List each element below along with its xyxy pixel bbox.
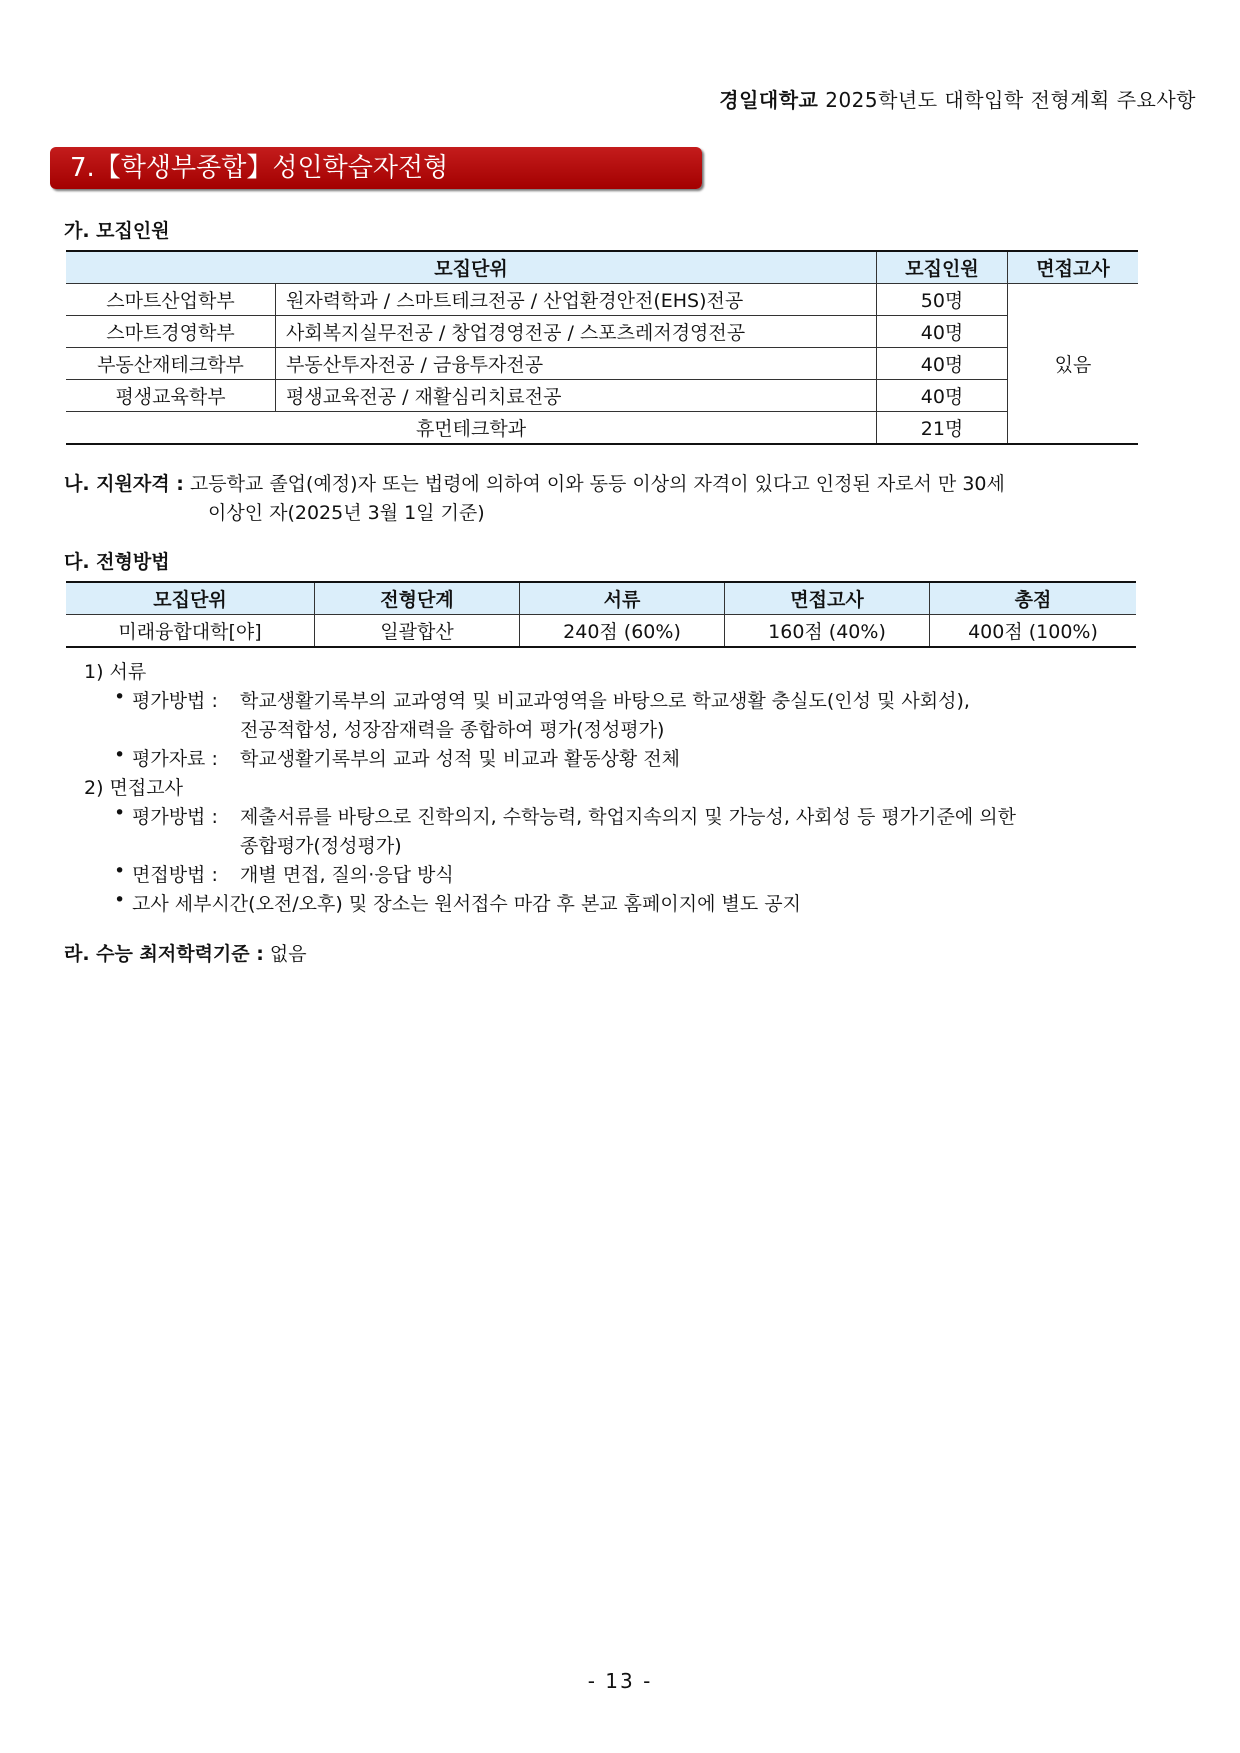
- minimum-standard: [64, 940, 307, 969]
- list-item: 1) 서류: [84, 661, 147, 683]
- bullet-icon: •: [114, 744, 126, 766]
- stage-cell: 일괄합산: [315, 615, 520, 648]
- qualification-text-2: 이상인 자(2025년 3월 1일 기준): [208, 502, 485, 524]
- list-item-label: 면접방법 :: [132, 864, 218, 886]
- list-item: 2) 면접고사: [84, 777, 183, 799]
- minimum-standard-value: 없음: [269, 943, 307, 965]
- section-banner: 7.【학생부종합】성인학습자전형: [50, 147, 702, 189]
- col-header-unit: 모집단위: [66, 582, 315, 615]
- table-row: [66, 284, 1138, 316]
- list-item: 학교생활기록부의 교과 성적 및 비교과 활동상황 전체: [240, 748, 681, 770]
- col-header-total: 총점: [930, 582, 1137, 615]
- unit-cell: 미래융합대학[야]: [66, 615, 315, 648]
- dept-cell: 부동산재테크학부: [66, 348, 276, 380]
- minimum-standard-label: 라. 수능 최저학력기준 :: [64, 943, 264, 965]
- bullet-icon: •: [114, 686, 126, 708]
- list-item: 고사 세부시간(오전/오후) 및 장소는 원서접수 마감 후 본교 홈페이지에 별도 공지: [132, 893, 801, 915]
- dept-cell: 스마트산업학부: [66, 284, 276, 316]
- majors-cell: 부동산투자전공 / 금융투자전공: [276, 348, 877, 380]
- total-cell: 400점 (100%): [930, 615, 1137, 648]
- count-cell: 40명: [877, 316, 1008, 348]
- count-cell: 50명: [877, 284, 1008, 316]
- dept-cell: 평생교육학부: [66, 380, 276, 412]
- qualification-label: 나. 지원자격 :: [64, 473, 184, 495]
- list-item: 개별 면접, 질의·응답 방식: [240, 864, 454, 886]
- col-header-unit: 모집단위: [66, 251, 877, 284]
- bullet-icon: •: [114, 860, 126, 882]
- col-header-stage: 전형단계: [315, 582, 520, 615]
- interview-cell: 160점 (40%): [725, 615, 930, 648]
- list-item-label: 평가방법 :: [132, 690, 218, 712]
- list-item: 학교생활기록부의 교과영역 및 비교과영역을 바탕으로 학교생활 충실도(인성 및 사회성),: [240, 690, 970, 712]
- recruitment-table: [66, 250, 1138, 445]
- page-number: - 13 -: [587, 1669, 653, 1693]
- header-university: 경일대학교: [719, 88, 819, 112]
- selection-method-table: [66, 581, 1136, 648]
- table-row: [66, 615, 1136, 648]
- majors-cell: 원자력학과 / 스마트테크전공 / 산업환경안전(EHS)전공: [276, 284, 877, 316]
- interview-cell: 있음: [1008, 284, 1139, 445]
- dept-cell: 스마트경영학부: [66, 316, 276, 348]
- bullet-icon: •: [114, 889, 126, 911]
- majors-cell: 평생교육전공 / 재활심리치료전공: [276, 380, 877, 412]
- list-item: 제출서류를 바탕으로 진학의지, 수학능력, 학업지속의지 및 가능성, 사회성 등 평가기준에 의한: [240, 806, 1016, 828]
- table-row: [66, 316, 1138, 348]
- dept-cell: 휴먼테크학과: [66, 412, 877, 445]
- col-header-interview: 면접고사: [1008, 251, 1139, 284]
- bullet-icon: •: [114, 802, 126, 824]
- documents-cell: 240점 (60%): [520, 615, 725, 648]
- count-cell: 40명: [877, 380, 1008, 412]
- qualification-text: 고등학교 졸업(예정)자 또는 법령에 의하여 이와 동등 이상의 자격이 있다고 인정된 자로서 만 30세: [189, 473, 1005, 495]
- list-item-label: 평가방법 :: [132, 806, 218, 828]
- majors-cell: 사회복지실무전공 / 창업경영전공 / 스포츠레저경영전공: [276, 316, 877, 348]
- table-row: [66, 412, 1138, 445]
- list-item-label: 평가자료 :: [132, 748, 218, 770]
- col-header-interview: 면접고사: [725, 582, 930, 615]
- count-cell: 21명: [877, 412, 1008, 445]
- count-cell: 40명: [877, 348, 1008, 380]
- qualification-block: [64, 470, 1174, 528]
- header-title: 2025학년도 대학입학 전형계획 주요사항: [818, 88, 1196, 112]
- list-item: 전공적합성, 성장잠재력을 종합하여 평가(정성평가): [240, 719, 665, 741]
- table-row: [66, 380, 1138, 412]
- list-item: 종합평가(정성평가): [240, 835, 402, 857]
- page-header: [719, 84, 1196, 113]
- col-header-documents: 서류: [520, 582, 725, 615]
- col-header-count: 모집인원: [877, 251, 1008, 284]
- section-ga-heading: 가. 모집인원: [64, 220, 170, 242]
- section-da-heading: 다. 전형방법: [64, 551, 170, 573]
- table-row: [66, 348, 1138, 380]
